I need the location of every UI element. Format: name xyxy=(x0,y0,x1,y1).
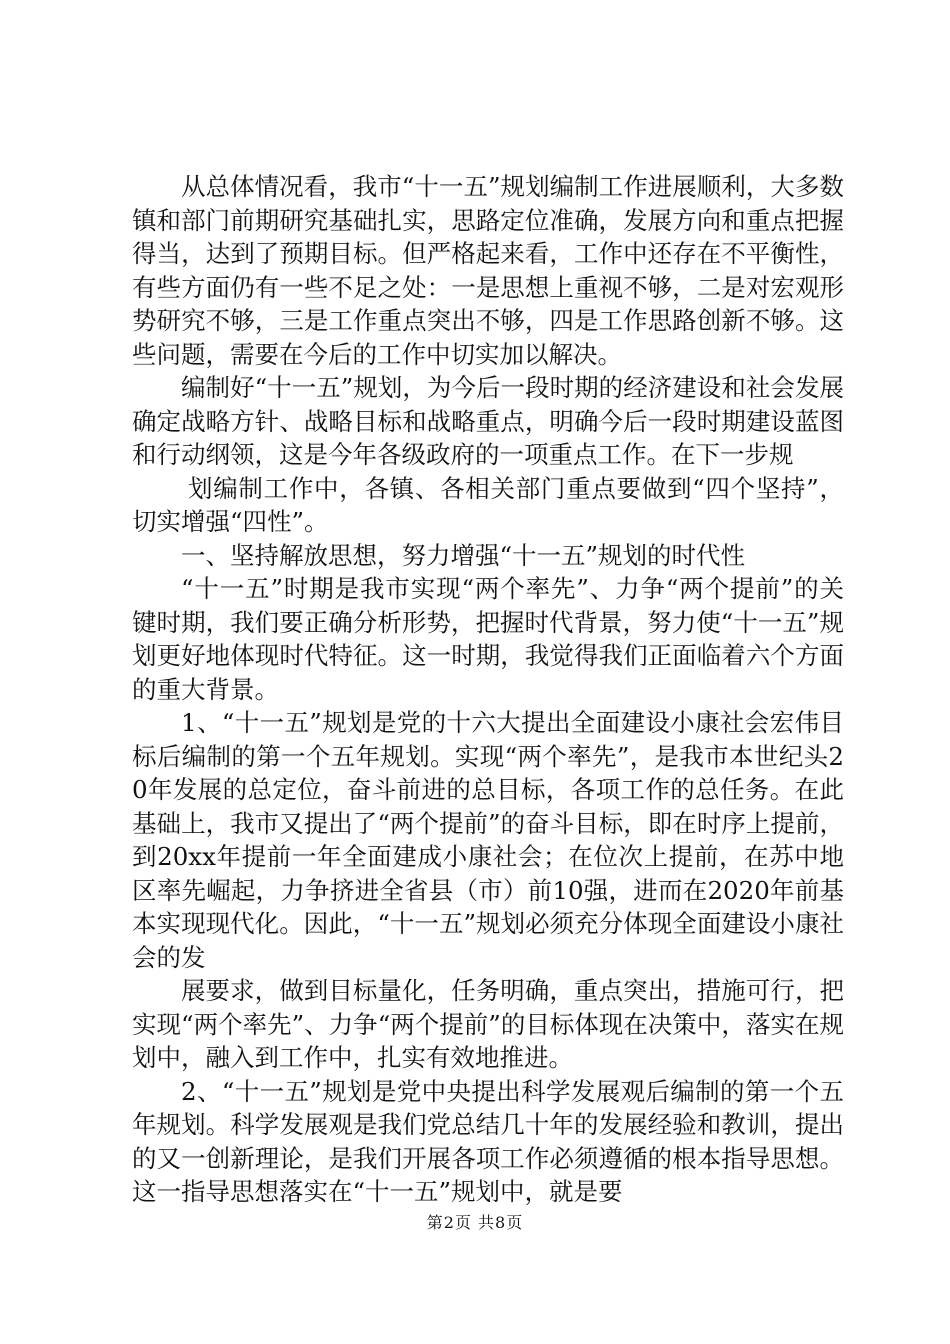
paragraph-planning-intro: 编制好“十一五”规划，为今后一段时期的经济建设和社会发展确定战略方针、战略目标和战略重点，明确今后一段时期建设蓝图和行动纲领，这是今年各级政府的一项重点工作。在下一步规 xyxy=(132,373,844,469)
paragraph-point-2: 2、“十一五”规划是党中央提出科学发展观后编制的第一个五年规划。科学发展观是我们党总结几十年的发展经验和教训，提出的又一创新理论，是我们开展各项工作必须遵循的根本指导思想。这一指导思想落实在“十一五”规划中，就是要 xyxy=(132,1076,844,1206)
section-heading-one: 一、坚持解放思想，努力增强“十一五”规划的时代性 xyxy=(181,540,746,570)
document-body xyxy=(132,170,844,1209)
paragraph-four-persist: 划编制工作中，各镇、各相关部门重点要做到“四个坚持”，切实增强“四性”。 xyxy=(132,473,844,536)
paragraph-point-1: 1、“十一五”规划是党的十六大提出全面建设小康社会宏伟目标后编制的第一个五年规划。实现“两个率先”，是我市本世纪头20年发展的总定位，奋斗前进的总目标，各项工作的总任务。在此基础上，我市又提出了“两个提前”的奋斗目标，即在时序上提前，到20xx年提前一年全面建成小康社会；在位次上提前，在苏中地区率先崛起，力争挤进全省县（市）前10强，进而在2020年前基本实现现代化。因此，“十一五”规划必须充分体现全面建设小康社会的发 xyxy=(132,708,844,972)
paragraph-overview: 从总体情况看，我市“十一五”规划编制工作进展顺利，大多数镇和部门前期研究基础扎实，思路定位准确，发展方向和重点把握得当，达到了预期目标。但严格起来看，工作中还存在不平衡性，有些方面仍有一些不足之处：一是思想上重视不够，二是对宏观形势研究不够，三是工作重点突出不够，四是工作思路创新不够。这些问题，需要在今后的工作中切实加以解决。 xyxy=(132,172,844,369)
page-footer: 第2页 共8页 xyxy=(426,1213,524,1232)
paragraph-era-background: “十一五”时期是我市实现“两个率先”、力争“两个提前”的关键时期，我们要正确分析形势，把握时代背景，努力使“十一五”规划更好地体现时代特征。这一时期，我觉得我们正面临着六个方面的重大背景。 xyxy=(132,574,844,704)
paragraph-point-1-continued: 展要求，做到目标量化，任务明确，重点突出，措施可行，把实现“两个率先”、力争“两个提前”的目标体现在决策中，落实在规划中，融入到工作中，扎实有效地推进。 xyxy=(132,976,844,1072)
